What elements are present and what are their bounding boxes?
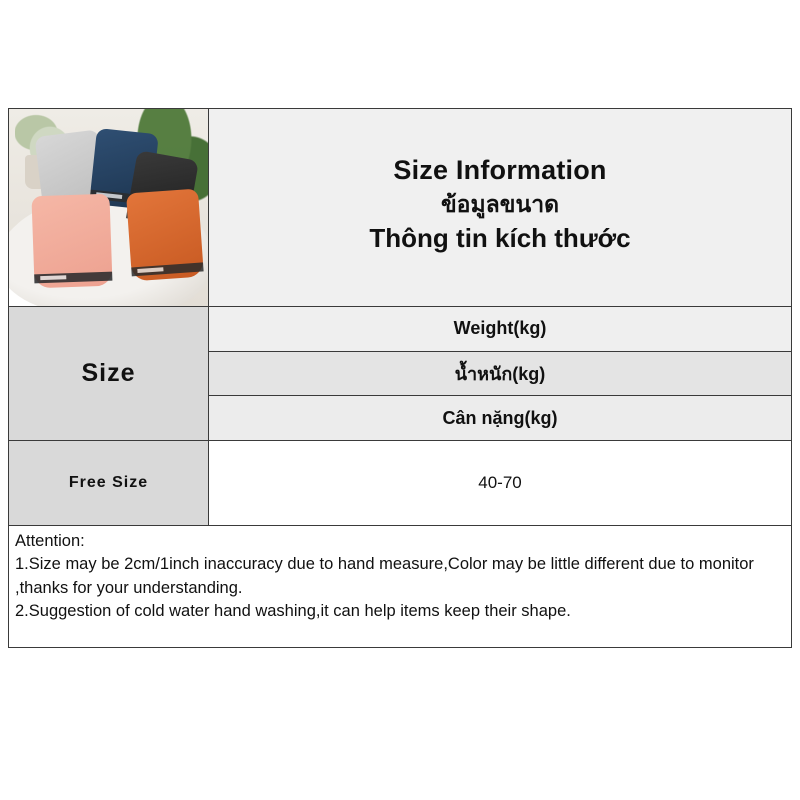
weight-header-vi: Cân nặng(kg) xyxy=(209,396,791,440)
weight-header-th: น้ำหนัก(kg) xyxy=(209,352,791,397)
title-english: Size Information xyxy=(393,154,607,185)
title-thai: ข้อมูลขนาด xyxy=(440,191,560,218)
product-item-pink xyxy=(31,194,112,289)
weight-column-header xyxy=(209,307,791,440)
title-cell xyxy=(209,109,791,306)
row-weight-value: 40-70 xyxy=(209,441,791,525)
attention-line-2: 2.Suggestion of cold water hand washing,it can help items keep their shape. xyxy=(15,602,571,621)
product-photo-image xyxy=(9,109,208,306)
attention-block xyxy=(9,526,791,647)
attention-line-1: 1.Size may be 2cm/1inch inaccuracy due to hand measure,Color may be little different due to monitor ,thanks for your understanding. xyxy=(15,555,754,597)
title-vietnamese: Thông tin kích thước xyxy=(369,222,631,253)
row-size-value: Free Size xyxy=(9,441,209,525)
weight-header-en: Weight(kg) xyxy=(209,307,791,352)
size-information-card xyxy=(8,108,792,648)
product-photo-cell xyxy=(9,109,209,306)
table-row xyxy=(9,441,791,526)
attention-heading: Attention: xyxy=(15,532,85,550)
card-header-row xyxy=(9,109,791,307)
size-column-header xyxy=(9,307,209,440)
table-header-row xyxy=(9,307,791,441)
size-column-header-label: Size xyxy=(81,359,136,387)
product-item-orange xyxy=(126,189,204,282)
